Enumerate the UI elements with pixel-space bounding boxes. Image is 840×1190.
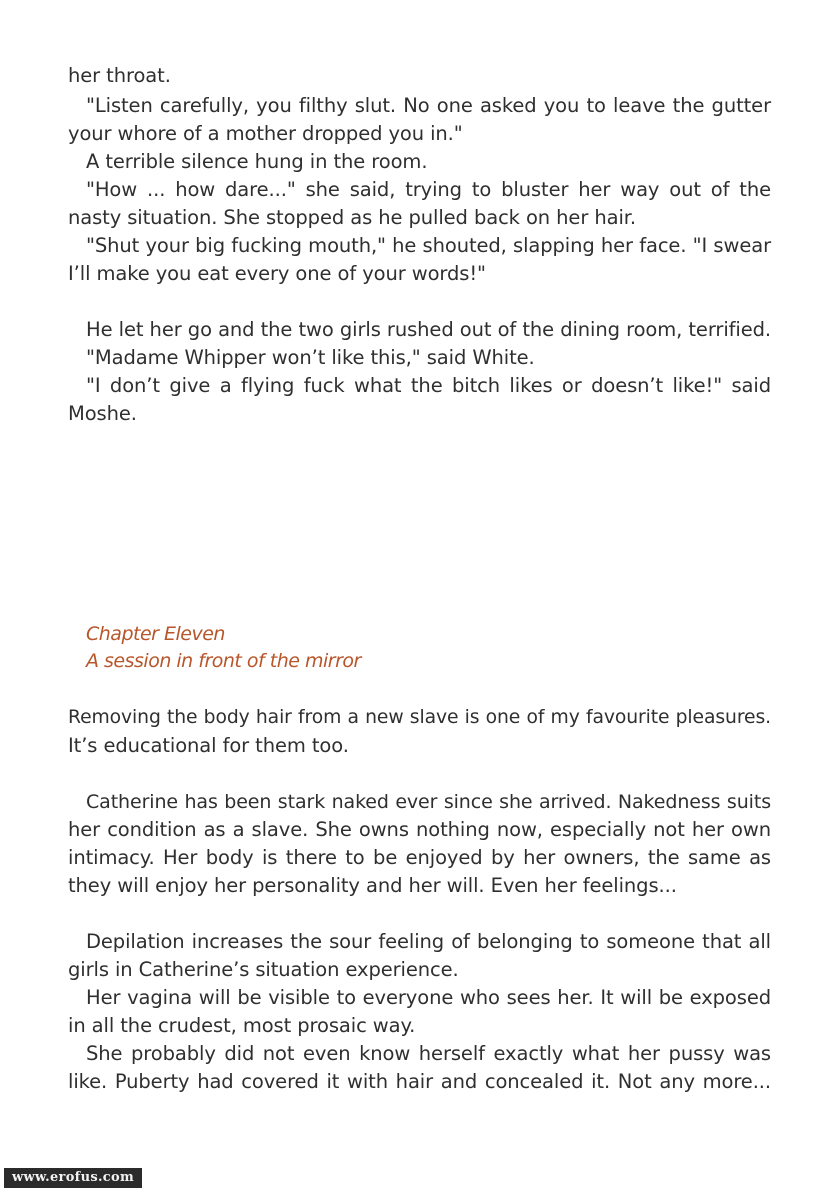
text-line: her throat. <box>68 64 171 87</box>
text-line: Removing the body hair from a new slave is one of my favourite pleasures. <box>68 707 771 728</box>
text-line: Her vagina will be visible to everyone who sees her. It will be exposed <box>86 986 771 1009</box>
text-line: like. Puberty had covered it with hair and concealed it. Not any more... <box>68 1070 771 1093</box>
text-line: "Shut your big fucking mouth," he shouted, slapping her face. "I swear <box>86 234 771 257</box>
text-line: "Madame Whipper won’t like this," said White. <box>86 346 535 369</box>
text-line: girls in Catherine’s situation experience. <box>68 958 459 981</box>
watermark-link[interactable]: www.erofus.com <box>4 1168 142 1188</box>
text-line: "Listen carefully, you filthy slut. No one asked you to leave the gutter <box>86 94 771 117</box>
text-line: "I don’t give a flying fuck what the bitch likes or doesn’t like!" said <box>86 374 771 397</box>
text-line: A terrible silence hung in the room. <box>86 150 428 173</box>
text-line: He let her go and the two girls rushed out of the dining room, terrified. <box>86 318 771 341</box>
text-line: "How ... how dare..." she said, trying to bluster her way out of the <box>86 178 771 201</box>
text-line: It’s educational for them too. <box>68 734 349 757</box>
chapter-number: Chapter Eleven <box>86 623 225 645</box>
chapter-title: A session in front of the mirror <box>86 650 361 672</box>
text-line: intimacy. Her body is there to be enjoyed by her owners, the same as <box>68 846 771 869</box>
text-line: Depilation increases the sour feeling of belonging to someone that all <box>86 930 771 953</box>
text-line: her condition as a slave. She owns nothing now, especially not her own <box>68 818 771 841</box>
text-line: in all the crudest, most prosaic way. <box>68 1014 416 1037</box>
text-line: nasty situation. She stopped as he pulled back on her hair. <box>68 206 636 229</box>
text-line: Catherine has been stark naked ever since she arrived. Nakedness suits <box>86 791 771 813</box>
text-line: Moshe. <box>68 402 137 425</box>
text-line: She probably did not even know herself exactly what her pussy was <box>86 1042 771 1065</box>
text-line: I’ll make you eat every one of your words!" <box>68 262 486 285</box>
text-line: your whore of a mother dropped you in." <box>68 122 463 145</box>
text-line: they will enjoy her personality and her will. Even her feelings... <box>68 874 677 897</box>
